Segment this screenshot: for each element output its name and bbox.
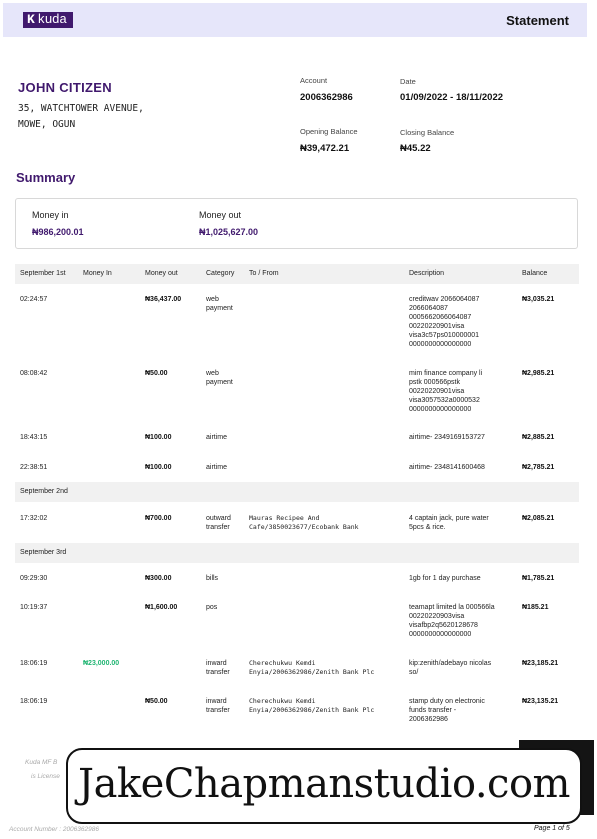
closing-balance-value: ₦45.22 <box>400 143 431 154</box>
transaction-to-from: Mauras Recipee And Cafe/3850023677/Ecobank Bank <box>249 514 359 531</box>
logo-mark: K <box>27 12 35 27</box>
column-header-money-out: Money out <box>145 270 178 277</box>
customer-address-line2: MOWE, OGUN <box>18 119 76 130</box>
column-header-category: Category <box>206 270 235 277</box>
section-date: September 3rd <box>20 549 67 556</box>
header-band <box>3 3 587 37</box>
transaction-description: creditwav 2066064087 2066064087 0005662066064087 00220220901visa visa3c57ps010000001 0000000000000000 <box>409 296 480 348</box>
transaction-balance: ₦1,785.21 <box>522 575 555 582</box>
section-date: September 2nd <box>20 488 68 495</box>
column-header-to-from: To / From <box>249 270 279 277</box>
transaction-balance: ₦3,035.21 <box>522 296 555 303</box>
column-header-balance: Balance <box>522 270 548 277</box>
transaction-category: inward transfer <box>206 660 230 676</box>
section-header <box>15 482 579 502</box>
column-header-money-in: Money In <box>83 270 112 277</box>
section-header <box>15 543 579 563</box>
transaction-category: bills <box>206 575 219 582</box>
transaction-description: airtime- 2349169153727 <box>409 434 485 441</box>
footer-account-number: Account Number : 2006362986 <box>9 826 99 833</box>
transaction-money-out: ₦100.00 <box>145 464 172 471</box>
money-out-label: Money out <box>199 210 242 220</box>
transaction-description: airtime- 2348141600468 <box>409 464 485 471</box>
transaction-balance: ₦23,185.21 <box>522 660 559 667</box>
column-header-date: September 1st <box>20 270 66 277</box>
transaction-category: pos <box>206 604 218 611</box>
transaction-time: 22:38:51 <box>20 464 48 471</box>
transaction-money-out: ₦36,437.00 <box>145 296 182 303</box>
customer-address-line1: 35, WATCHTOWER AVENUE, <box>18 103 144 114</box>
money-out-value: ₦1,025,627.00 <box>199 227 259 237</box>
transaction-time: 08:08:42 <box>20 370 48 377</box>
transaction-category: inward transfer <box>206 698 230 714</box>
transaction-time: 18:06:19 <box>20 698 48 705</box>
transaction-time: 18:06:19 <box>20 660 48 667</box>
transaction-balance: ₦2,985.21 <box>522 370 555 377</box>
transaction-time: 10:19:37 <box>20 604 48 611</box>
opening-balance-label: Opening Balance <box>300 127 358 136</box>
money-in-value: ₦986,200.01 <box>32 227 84 237</box>
watermark-banner <box>66 748 582 824</box>
transaction-description: teamapt limited la 000566la 00220220903visa visafbp2q5620128678 0000000000000000 <box>409 604 495 638</box>
transaction-category: web payment <box>206 370 233 386</box>
account-label: Account <box>300 76 328 85</box>
transaction-money-in: ₦23,000.00 <box>83 660 120 667</box>
page-number: Page 1 of 5 <box>534 825 570 832</box>
logo-text: kuda <box>37 12 67 27</box>
summary-box <box>15 198 578 249</box>
customer-name: JOHN CITIZEN <box>18 80 112 95</box>
page-title: Statement <box>506 13 569 28</box>
transaction-description: 1gb for 1 day purchase <box>409 575 481 582</box>
date-label: Date <box>400 77 416 86</box>
account-number: 2006362986 <box>300 92 353 103</box>
money-in-label: Money in <box>32 210 69 220</box>
transaction-balance: ₦2,885.21 <box>522 434 555 441</box>
transaction-category: web payment <box>206 296 233 312</box>
transaction-category: outward transfer <box>206 515 231 531</box>
kuda-logo <box>23 12 73 28</box>
summary-title: Summary <box>16 170 76 185</box>
column-header-description: Description <box>409 270 445 277</box>
transaction-to-from: Cherechukwu Kemdi Enyia/2006362986/Zenith Bank Plc <box>249 697 375 714</box>
footer-line1: Kuda MF B <box>25 759 58 766</box>
date-range: 01/09/2022 - 18/11/2022 <box>400 92 504 103</box>
table-header <box>15 264 579 284</box>
transaction-time: 02:24:57 <box>20 296 48 303</box>
transaction-money-out: ₦100.00 <box>145 434 172 441</box>
transaction-time: 17:32:02 <box>20 515 48 522</box>
transaction-balance: ₦185.21 <box>522 604 549 611</box>
transaction-time: 18:43:15 <box>20 434 48 441</box>
transaction-balance: ₦2,085.21 <box>522 515 555 522</box>
transaction-category: airtime <box>206 434 228 441</box>
transaction-to-from: Cherechukwu Kemdi Enyia/2006362986/Zenith Bank Plc <box>249 659 375 676</box>
transaction-balance: ₦2,785.21 <box>522 464 555 471</box>
transaction-money-out: ₦700.00 <box>145 515 172 522</box>
transaction-description: mim finance company li pstk 000566pstk 00220220901visa visa3057532a0000532 0000000000000000 <box>409 370 483 413</box>
transaction-money-out: ₦50.00 <box>145 370 168 377</box>
closing-balance-label: Closing Balance <box>400 128 455 137</box>
transaction-balance: ₦23,135.21 <box>522 698 559 705</box>
transaction-description: stamp duty on electronic funds transfer - 2006362986 <box>409 698 485 723</box>
transaction-description: kip:zenith/adebayo nicolas so/ <box>409 660 492 676</box>
opening-balance-value: ₦39,472.21 <box>300 143 350 154</box>
transaction-description: 4 captain jack, pure water 5pcs & rice. <box>409 515 489 531</box>
footer-line2: is License <box>31 773 60 780</box>
transaction-money-out: ₦1,600.00 <box>145 604 178 611</box>
transaction-category: airtime <box>206 464 228 471</box>
transaction-money-out: ₦50.00 <box>145 698 168 705</box>
watermark-text: JakeChapmanstudio.com <box>78 761 570 807</box>
transaction-time: 09:29:30 <box>20 575 48 582</box>
transaction-money-out: ₦300.00 <box>145 575 172 582</box>
